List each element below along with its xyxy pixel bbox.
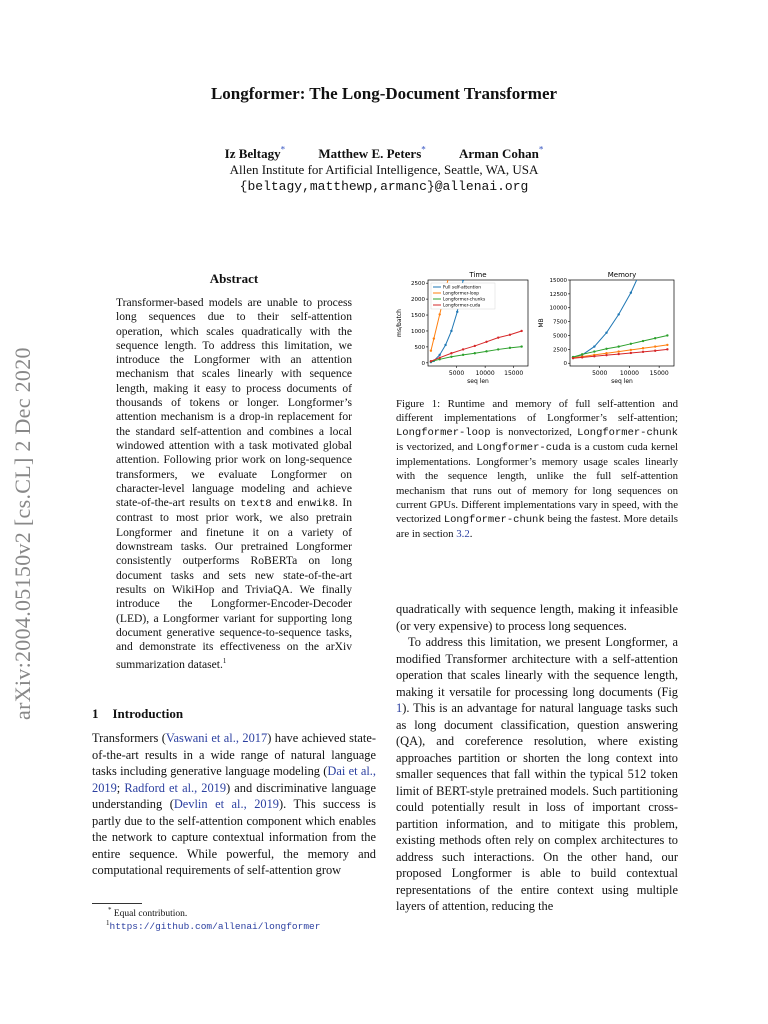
citation-dai[interactable]: Dai et al., 2019 [92,764,376,795]
data-point [630,343,632,345]
citation-radford[interactable]: Radford et al., 2019 [124,780,227,795]
data-point [439,354,441,356]
data-point [509,334,511,336]
data-point [462,354,464,356]
memory-chart [538,270,678,390]
author-2: Matthew E. Peters* [318,145,426,162]
data-point [666,334,668,336]
y-tick-label: 2500 [411,281,425,288]
data-point [572,357,574,359]
data-point [605,348,607,350]
data-point [654,350,656,352]
data-point [642,351,644,353]
x-tick-label: 15000 [649,370,669,377]
author-emails: {beltagy,matthewp,armanc}@allenai.org [239,179,529,194]
section-heading-introduction: 1 Introduction [92,706,184,721]
intro-body: Transformers (Vaswani et al., 2017) have achieved state-of-the-art results in a wide range of natural language tasks including generative language modeling (Dai et al., 2019; Radford et al., 2019) and discriminative language understanding (Devlin et al., 2019). This success is partly due to the self-attention component which enables the network to capture contextual information from the entire sequence. While powerful, the memory and computational requirements of self-attention grow [92,731,377,877]
legend-label: Full self-attention [443,285,482,291]
github-link[interactable]: https://github.com/allenai/longformer [109,921,321,933]
data-point [581,353,583,355]
footnote-ref-1[interactable]: 1 [222,657,227,666]
legend-label: Longformer-loop [443,291,480,297]
data-point [666,348,668,350]
data-point [605,354,607,356]
x-tick-label: 10000 [619,370,639,377]
data-point [497,336,499,338]
data-point [654,337,656,339]
footnote-rule [92,903,142,904]
y-tick-label: 15000 [549,278,567,284]
data-point [450,330,452,332]
data-point [630,352,632,354]
citation-vaswani[interactable]: Vaswani et al., 2017 [165,731,268,745]
data-point [450,356,452,358]
legend-label: Longformer-cuda [443,303,481,309]
footnote-github: $^1$https://github.com/allenai/longformer [106,919,321,933]
code-enwik8: enwik8 [297,498,335,511]
x-axis-label: seq len [467,378,489,385]
x-tick-label: 10000 [475,370,495,377]
data-point [456,311,458,313]
figure-1-caption: Figure 1: Runtime and memory of full self-attention and different implementations of Longformer’s self-attention; Longformer-loop is nonvectorized, Longformer-chunk is vectorized, and Longformer-cuda is a custom cuda kernel implementations. Longformer’s memory usage scales linearly with the sequence length, unlike the full self-attention mechanism that runs out of memory for long sequences on current GPUs. Different implementations vary in speed, with the vectorized Longformer-chunk being the fastest. More details are in section 3.2. [396,398,678,540]
data-point [593,350,595,352]
y-tick-label: 0 [563,361,567,368]
data-point [439,313,441,315]
y-axis-label: MB [538,318,545,328]
figure-ref-1[interactable]: 1 [396,701,403,715]
author-3: Arman Cohan* [459,145,544,162]
data-point [433,337,435,339]
series-group [572,270,669,359]
citation-devlin[interactable]: Devlin et al., 2019 [173,797,279,811]
data-point [462,348,464,350]
author-1: Iz Beltagy* [224,145,286,162]
y-tick-label: 0 [421,360,425,367]
data-point [593,355,595,357]
data-point [642,347,644,349]
data-point [520,330,522,332]
abstract-body: Transformer-based models are unable to process long sequences due to their self-attention operation, which scales quadratically with the sequence length. To address this limitation, we introduce the Longformer with an attention mechanism that scales linearly with sequence length, making it easy to process documents of thousands of tokens or longer. Longformer’s attention mechanism is a drop-in replacement for the standard self-attention and combines a local windowed attention with a task motivated global attention. Following prior work on long-sequence transformers, we evaluate Longformer on character-level language modeling and achieve state-of-the-art results on text8 and enwik8. In contrast to most prior work, we also pretrain Longformer and finetune it on a variety of downstream tasks. Our pretrained Longformer consistently outperforms RoBERTa on long document tasks and sets new state-of-the-art results on WikiHop and TriviaQA. We finally introduce the Longformer-Encoder-Decoder (LED), a Longformer variant for supporting long document generative sequence-to-sequence tasks, and demonstrate its effectiveness on the arXiv summarization dataset.$^1$ [116,296,352,672]
data-point [450,352,452,354]
series-line [573,270,647,357]
y-tick-label: 1500 [411,313,425,320]
abstract-heading: Abstract [209,271,259,286]
y-tick-label: 12500 [549,291,567,298]
data-point [666,344,668,346]
data-point [430,350,432,352]
x-axis-label: seq len [611,378,633,385]
data-point [617,313,619,315]
affiliation: Allen Institute for Artificial Intelligence, Seattle, WA, USA [229,162,539,177]
data-point [617,353,619,355]
y-axis-label: ms/batch [396,309,403,337]
data-point [462,279,464,281]
data-point [430,360,432,362]
y-tick-label: 2500 [553,347,567,354]
y-tick-label: 1000 [411,328,425,335]
section-ref-3-2[interactable]: 3.2 [456,527,470,540]
code-text8: text8 [240,498,272,511]
chart-title: Time [469,271,487,279]
x-tick-label: 5000 [592,370,608,377]
paper-title: Longformer: The Long-Document Transformer [210,84,558,103]
y-tick-label: 7500 [553,319,567,326]
data-point [485,350,487,352]
data-point [617,345,619,347]
data-point [654,345,656,347]
y-tick-label: 500 [414,344,425,351]
time-chart [396,270,532,390]
data-point [642,340,644,342]
legend-label: Longformer-chunks [443,297,486,303]
data-point [485,341,487,343]
footnote-equal-contribution: * Equal contribution. [108,906,188,920]
y-tick-label: 5000 [553,333,567,340]
x-tick-label: 5000 [448,370,465,377]
data-point [474,345,476,347]
x-tick-label: 15000 [504,370,524,377]
arxiv-identifier: arXiv:2004.05150v2 [cs.CL] 2 Dec 2020 [10,347,35,720]
right-column-body: quadratically with sequence length, making it infeasible (or very expensive) to process long sequences. To address this limitation, we present Longformer, a modified Transformer architecture with a self-attention operation that scales linearly with the sequence length, making it versatile for processing long documents (Fig 1). This is an advantage for natural language tasks such as long document classification, question answering (QA), and coreference resolution, where existing approaches partition or shorten the long context into smaller sequences that fall within the typical 512 token limit of BERT-style pretrained models. Such partitioning could potentially result in loss of important cross-partition information, and to mitigate this problem, existing methods often rely on complex architectures to address such interactions. On the other hand, our proposed Longformer is able to build contextual representations of the entire context using multiple layers of attention, reducing the [396,602,678,913]
series-line [431,347,522,362]
author-list [0,145,768,162]
data-point [497,348,499,350]
data-point [605,332,607,334]
chart-title: Memory [607,271,637,279]
data-point [520,345,522,347]
y-tick-label: 2000 [411,297,425,304]
data-point [439,357,441,359]
data-point [630,349,632,351]
series-line [573,349,667,358]
data-point [593,345,595,347]
data-point [630,292,632,294]
y-tick-label: 10000 [549,305,567,312]
data-point [444,344,446,346]
data-point [581,356,583,358]
data-point [474,352,476,354]
data-point [509,347,511,349]
data-point [617,350,619,352]
